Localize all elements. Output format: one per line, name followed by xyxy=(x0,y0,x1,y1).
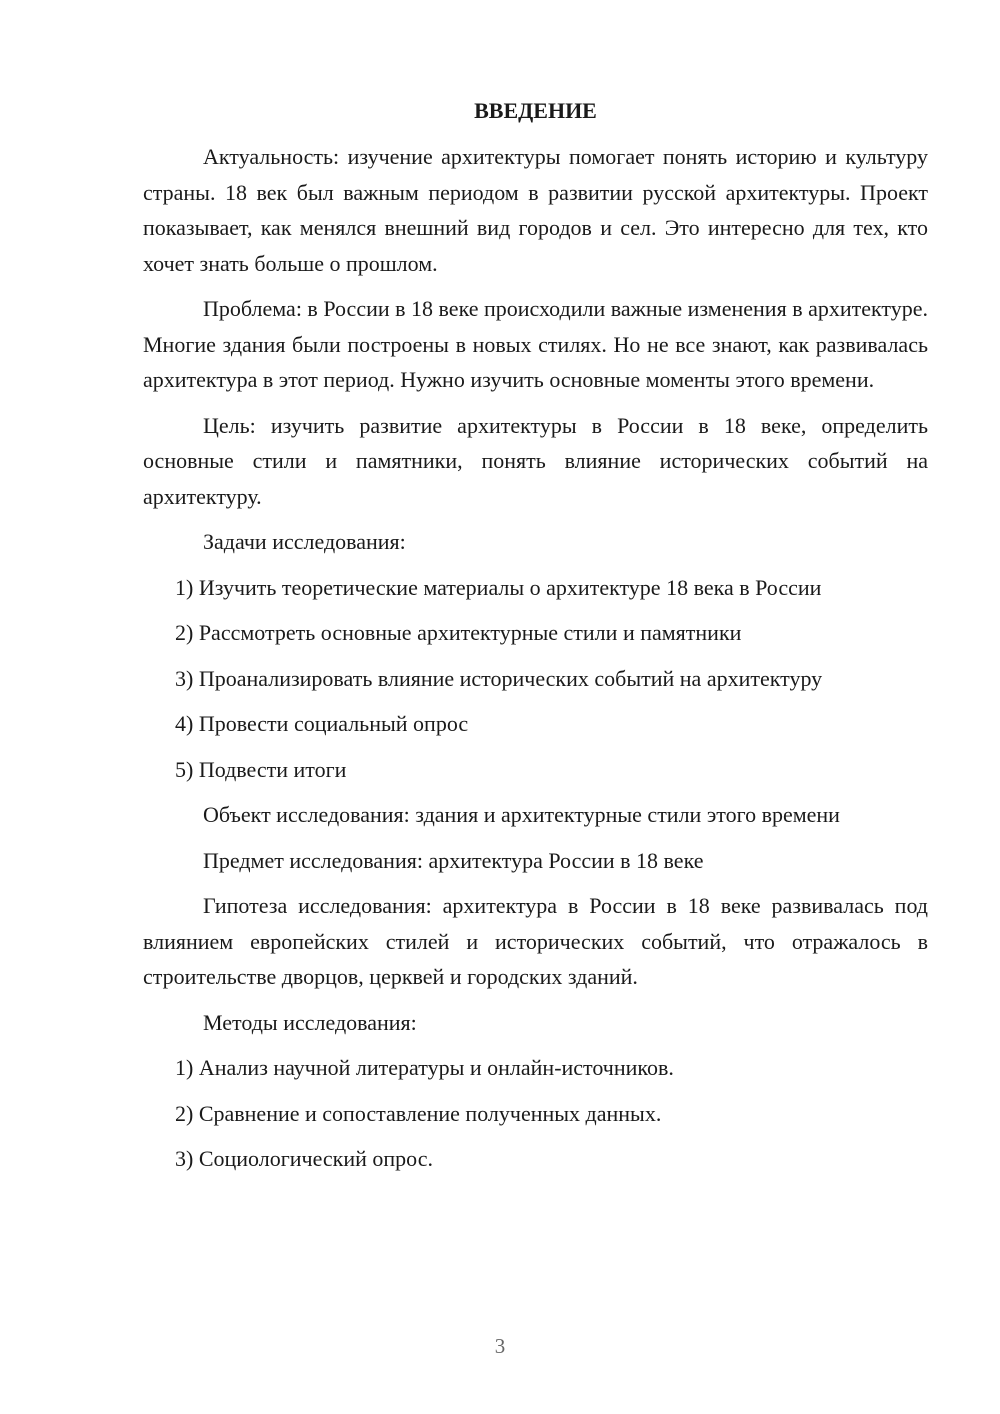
problem-paragraph: Проблема: в России в 18 веке происходили важные изменения в архитектуре. Многие здания были построены в новых стилях. Но не все знают, как развивалась архитектура в этот период. Нужно изучить основные моменты этого времени. xyxy=(143,296,928,392)
section-heading: ВВЕДЕНИЕ xyxy=(474,98,597,123)
methods-title: Методы исследования: xyxy=(203,1009,417,1035)
method-item: 3) Социологический опрос. xyxy=(175,1146,433,1171)
tasks-list xyxy=(143,570,928,788)
relevance-paragraph: Актуальность: изучение архитектуры помогает понять историю и культуру страны. 18 век был важным периодом в развитии русской архитектуры. Проект показывает, как менялся внешний вид городов и сел. Это интересно для тех, кто хочет знать больше о прошлом. xyxy=(143,144,928,276)
task-item: 3) Проанализировать влияние исторических событий на архитектуру xyxy=(175,665,823,691)
task-item: 1) Изучить теоретические материалы о архитектуре 18 века в России xyxy=(175,574,822,600)
methods-list xyxy=(143,1050,928,1177)
method-item: 1) Анализ научной литературы и онлайн-источников. xyxy=(175,1055,674,1080)
goal-paragraph: Цель: изучить развитие архитектуры в России в 18 веке, определить основные стили и памятники, понять влияние исторических событий на архитектуру. xyxy=(143,412,928,509)
task-item: 5) Подвести итоги xyxy=(175,756,347,782)
hypothesis-paragraph: Гипотеза исследования: архитектура в России в 18 веке развивалась под влиянием европейских стилей и исторических событий, что отражалось в строительстве дворцов, церквей и городских зданий. xyxy=(143,893,928,989)
research-object: Объект исследования: здания и архитектурные стили этого времени xyxy=(203,802,840,827)
research-subject: Предмет исследования: архитектура России в 18 веке xyxy=(203,847,704,873)
page-number: 3 xyxy=(494,1334,506,1358)
page-content xyxy=(143,96,928,1187)
method-item: 2) Сравнение и сопоставление полученных данных. xyxy=(175,1100,662,1126)
tasks-title: Задачи исследования: xyxy=(203,529,406,554)
task-item: 4) Провести социальный опрос xyxy=(175,711,469,736)
task-item: 2) Рассмотреть основные архитектурные стили и памятники xyxy=(175,620,742,645)
